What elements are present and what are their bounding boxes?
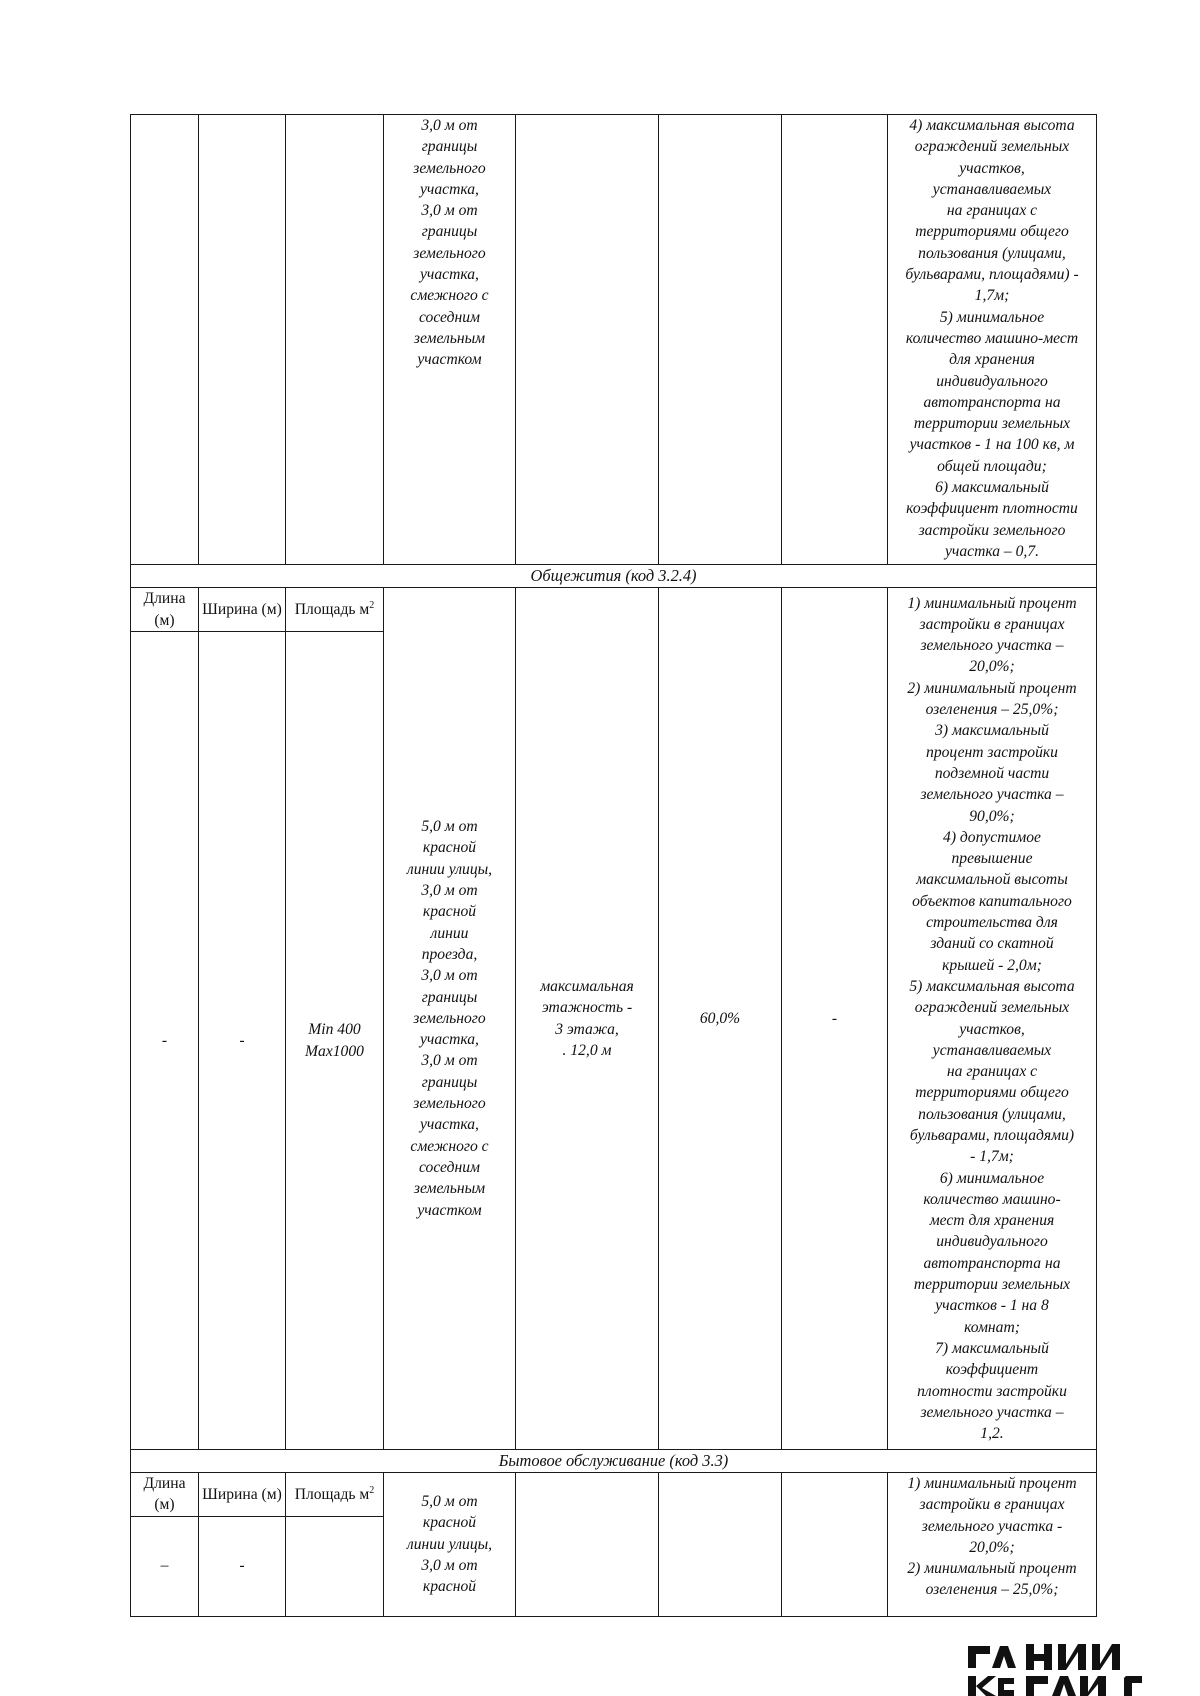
- zoning-regulations-table: [130, 114, 1097, 1617]
- size-header-row: [131, 1473, 1097, 1517]
- max-floors-cell: максимальная этажность - 3 этажа, . 12,0 м: [516, 588, 659, 1450]
- cell-empty: [199, 115, 286, 565]
- setbacks-cell: 5,0 м от красной линии улицы, 3,0 м от красной: [384, 1473, 516, 1617]
- cell-empty: [782, 1473, 888, 1617]
- institution-logo: [966, 1638, 1146, 1696]
- width-header: Ширина (м): [199, 588, 286, 632]
- other-params-cell: 1) минимальный процент застройки в границах земельного участка - 20,0%; 2) минимальный процент озеленения – 25,0%;: [888, 1473, 1097, 1617]
- area-header: [286, 588, 384, 632]
- continuation-row: [131, 115, 1097, 565]
- size-header-row: [131, 588, 1097, 632]
- area-header-sup: 2: [369, 599, 375, 611]
- cell-empty: [782, 115, 888, 565]
- other-params-cell: 1) минимальный процент застройки в границах земельного участка – 20,0%; 2) минимальный процент озеленения – 25,0%; 3) максимальный процент застройки подземной части земельного участка – 90,0%; 4) допустимое превышение максимальной высоты объектов капитального строительства для зданий со скатной крышей - 2,0м; 5) максимальная высота ограждений земельных участков, устанавливаемых на границах с территориями общего пользования (улицами, бульварами, площадями) - 1,7м; 6) минимальное количество машино- мест для хранения индивидуального автотранспорта на территории земельных участков - 1 на 8 комнат; 7) максимальный коэффициент плотности застройки земельного участка – 1,2.: [888, 588, 1097, 1450]
- length-value: -: [131, 632, 199, 1450]
- max-coverage-cell: 60,0%: [659, 588, 782, 1450]
- cell-empty: [659, 115, 782, 565]
- section-title: Бытовое обслуживание (код 3.3): [131, 1450, 1097, 1473]
- section-header-row: [131, 1450, 1097, 1473]
- cell-empty: [131, 115, 199, 565]
- width-value: -: [199, 632, 286, 1450]
- length-header: Длина (м): [131, 588, 199, 632]
- cell-empty: [286, 115, 384, 565]
- cell-empty: [516, 115, 659, 565]
- setbacks-cell: 5,0 м от красной линии улицы, 3,0 м от красной линии проезда, 3,0 м от границы земельного участка, 3,0 м от границы земельного участка, смежного с соседним земельным участком: [384, 588, 516, 1450]
- area-value: Min 400 Max1000: [286, 632, 384, 1450]
- section-title: Общежития (код 3.2.4): [131, 565, 1097, 588]
- cell-empty: [659, 1473, 782, 1617]
- cell-empty: [516, 1473, 659, 1617]
- area-header-label: Площадь м: [294, 600, 370, 618]
- length-header: Длина (м): [131, 1473, 199, 1517]
- area-value: [286, 1516, 384, 1616]
- col7-cell: -: [782, 588, 888, 1450]
- section-header-row: [131, 565, 1097, 588]
- area-header-sup: 2: [369, 1484, 375, 1496]
- other-params-cell: 4) максимальная высота ограждений земельных участков, устанавливаемых на границах с территориями общего пользования (улицами, бульварами, площадями) - 1,7м; 5) минимальное количество машино-мест для хранения индивидуального автотранспорта на территории земельных участков - 1 на 100 кв, м общей площади; 6) максимальный коэффициент плотности застройки земельного участка – 0,7.: [888, 115, 1097, 565]
- setbacks-cell: 3,0 м от границы земельного участка, 3,0 м от границы земельного участка, смежного с соседним земельным участком: [384, 115, 516, 565]
- area-header: [286, 1473, 384, 1517]
- area-header-label: Площадь м: [294, 1485, 370, 1503]
- length-value: –: [131, 1516, 199, 1616]
- width-value: -: [199, 1516, 286, 1616]
- width-header: Ширина (м): [199, 1473, 286, 1517]
